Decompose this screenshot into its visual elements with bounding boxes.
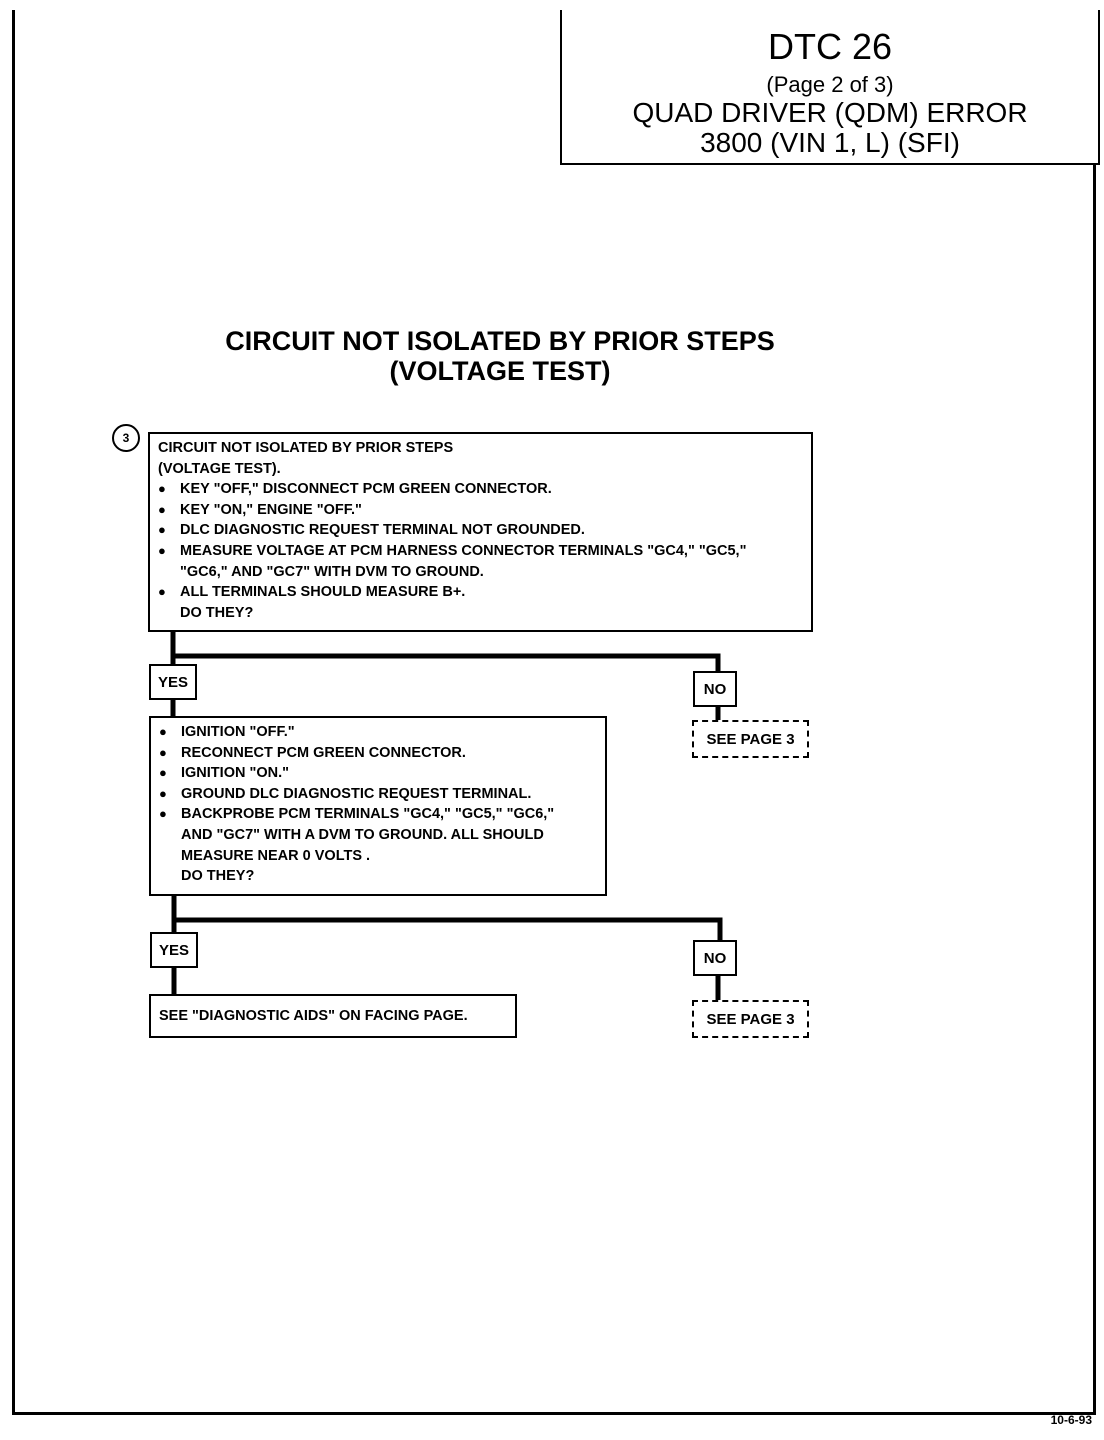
step3-box: [148, 432, 813, 632]
diagnostic-aids-box: [149, 994, 517, 1038]
connector-step1-no: [173, 656, 718, 672]
page-indicator: (Page 2 of 3): [766, 72, 894, 97]
followup-question: DO THEY?: [181, 868, 255, 885]
diagnostic-aids-text: SEE "DIAGNOSTIC AIDS" ON FACING PAGE.: [159, 1007, 468, 1024]
section-heading-line1: CIRCUIT NOT ISOLATED BY PRIOR STEPS: [225, 326, 775, 356]
step3-bullet-1: ● KEY "OFF," DISCONNECT PCM GREEN CONNECTOR.: [158, 479, 803, 500]
step3-followup-box: [149, 716, 607, 896]
step3-question: DO THEY?: [180, 604, 254, 621]
step3-bullet-5: ● ALL TERMINALS SHOULD MEASURE B+.: [158, 582, 803, 603]
section-heading-line2: (VOLTAGE TEST): [389, 356, 611, 386]
followup-bullet-5: ● BACKPROBE PCM TERMINALS "GC4," "GC5," "GC6,": [159, 804, 597, 825]
see-page-3-box-2: SEE PAGE 3: [692, 1000, 809, 1038]
yes-label-1: YES: [149, 664, 197, 700]
step-number-circle: 3: [112, 424, 140, 452]
step3-bullet-2: ● KEY "ON," ENGINE "OFF.": [158, 500, 803, 521]
footer-date: 10-6-93: [1050, 1413, 1092, 1427]
header-title-line2: 3800 (VIN 1, L) (SFI): [700, 127, 960, 158]
step3-title-line1: CIRCUIT NOT ISOLATED BY PRIOR STEPS: [158, 440, 454, 456]
see-page-3-box-1: SEE PAGE 3: [692, 720, 809, 758]
no-label-1: NO: [693, 671, 737, 707]
dtc-code: DTC 26: [767, 26, 893, 67]
yes-label-2: YES: [150, 932, 198, 968]
followup-bullet-2: ● RECONNECT PCM GREEN CONNECTOR.: [159, 743, 597, 764]
step3-bullet-3: ● DLC DIAGNOSTIC REQUEST TERMINAL NOT GROUNDED.: [158, 520, 803, 541]
followup-bullet-4: ● GROUND DLC DIAGNOSTIC REQUEST TERMINAL.: [159, 784, 597, 805]
header-title-line1: QUAD DRIVER (QDM) ERROR: [632, 97, 1028, 128]
followup-bullet-3: ● IGNITION "ON.": [159, 763, 597, 784]
step3-title-line2: (VOLTAGE TEST).: [158, 460, 281, 477]
followup-bullet-5-cont1: AND "GC7" WITH A DVM TO GROUND. ALL SHOULD: [181, 826, 544, 843]
step3-bullet-4-cont: "GC6," AND "GC7" WITH DVM TO GROUND.: [180, 563, 484, 580]
followup-bullet-5-cont2: MEASURE NEAR 0 VOLTS .: [181, 847, 371, 864]
no-label-2: NO: [693, 940, 737, 976]
followup-bullet-1: ● IGNITION "OFF.": [159, 722, 597, 743]
step3-bullet-4: ● MEASURE VOLTAGE AT PCM HARNESS CONNECTOR TERMINALS "GC4," "GC5,": [158, 541, 803, 562]
connector-step2-no: [174, 920, 720, 940]
